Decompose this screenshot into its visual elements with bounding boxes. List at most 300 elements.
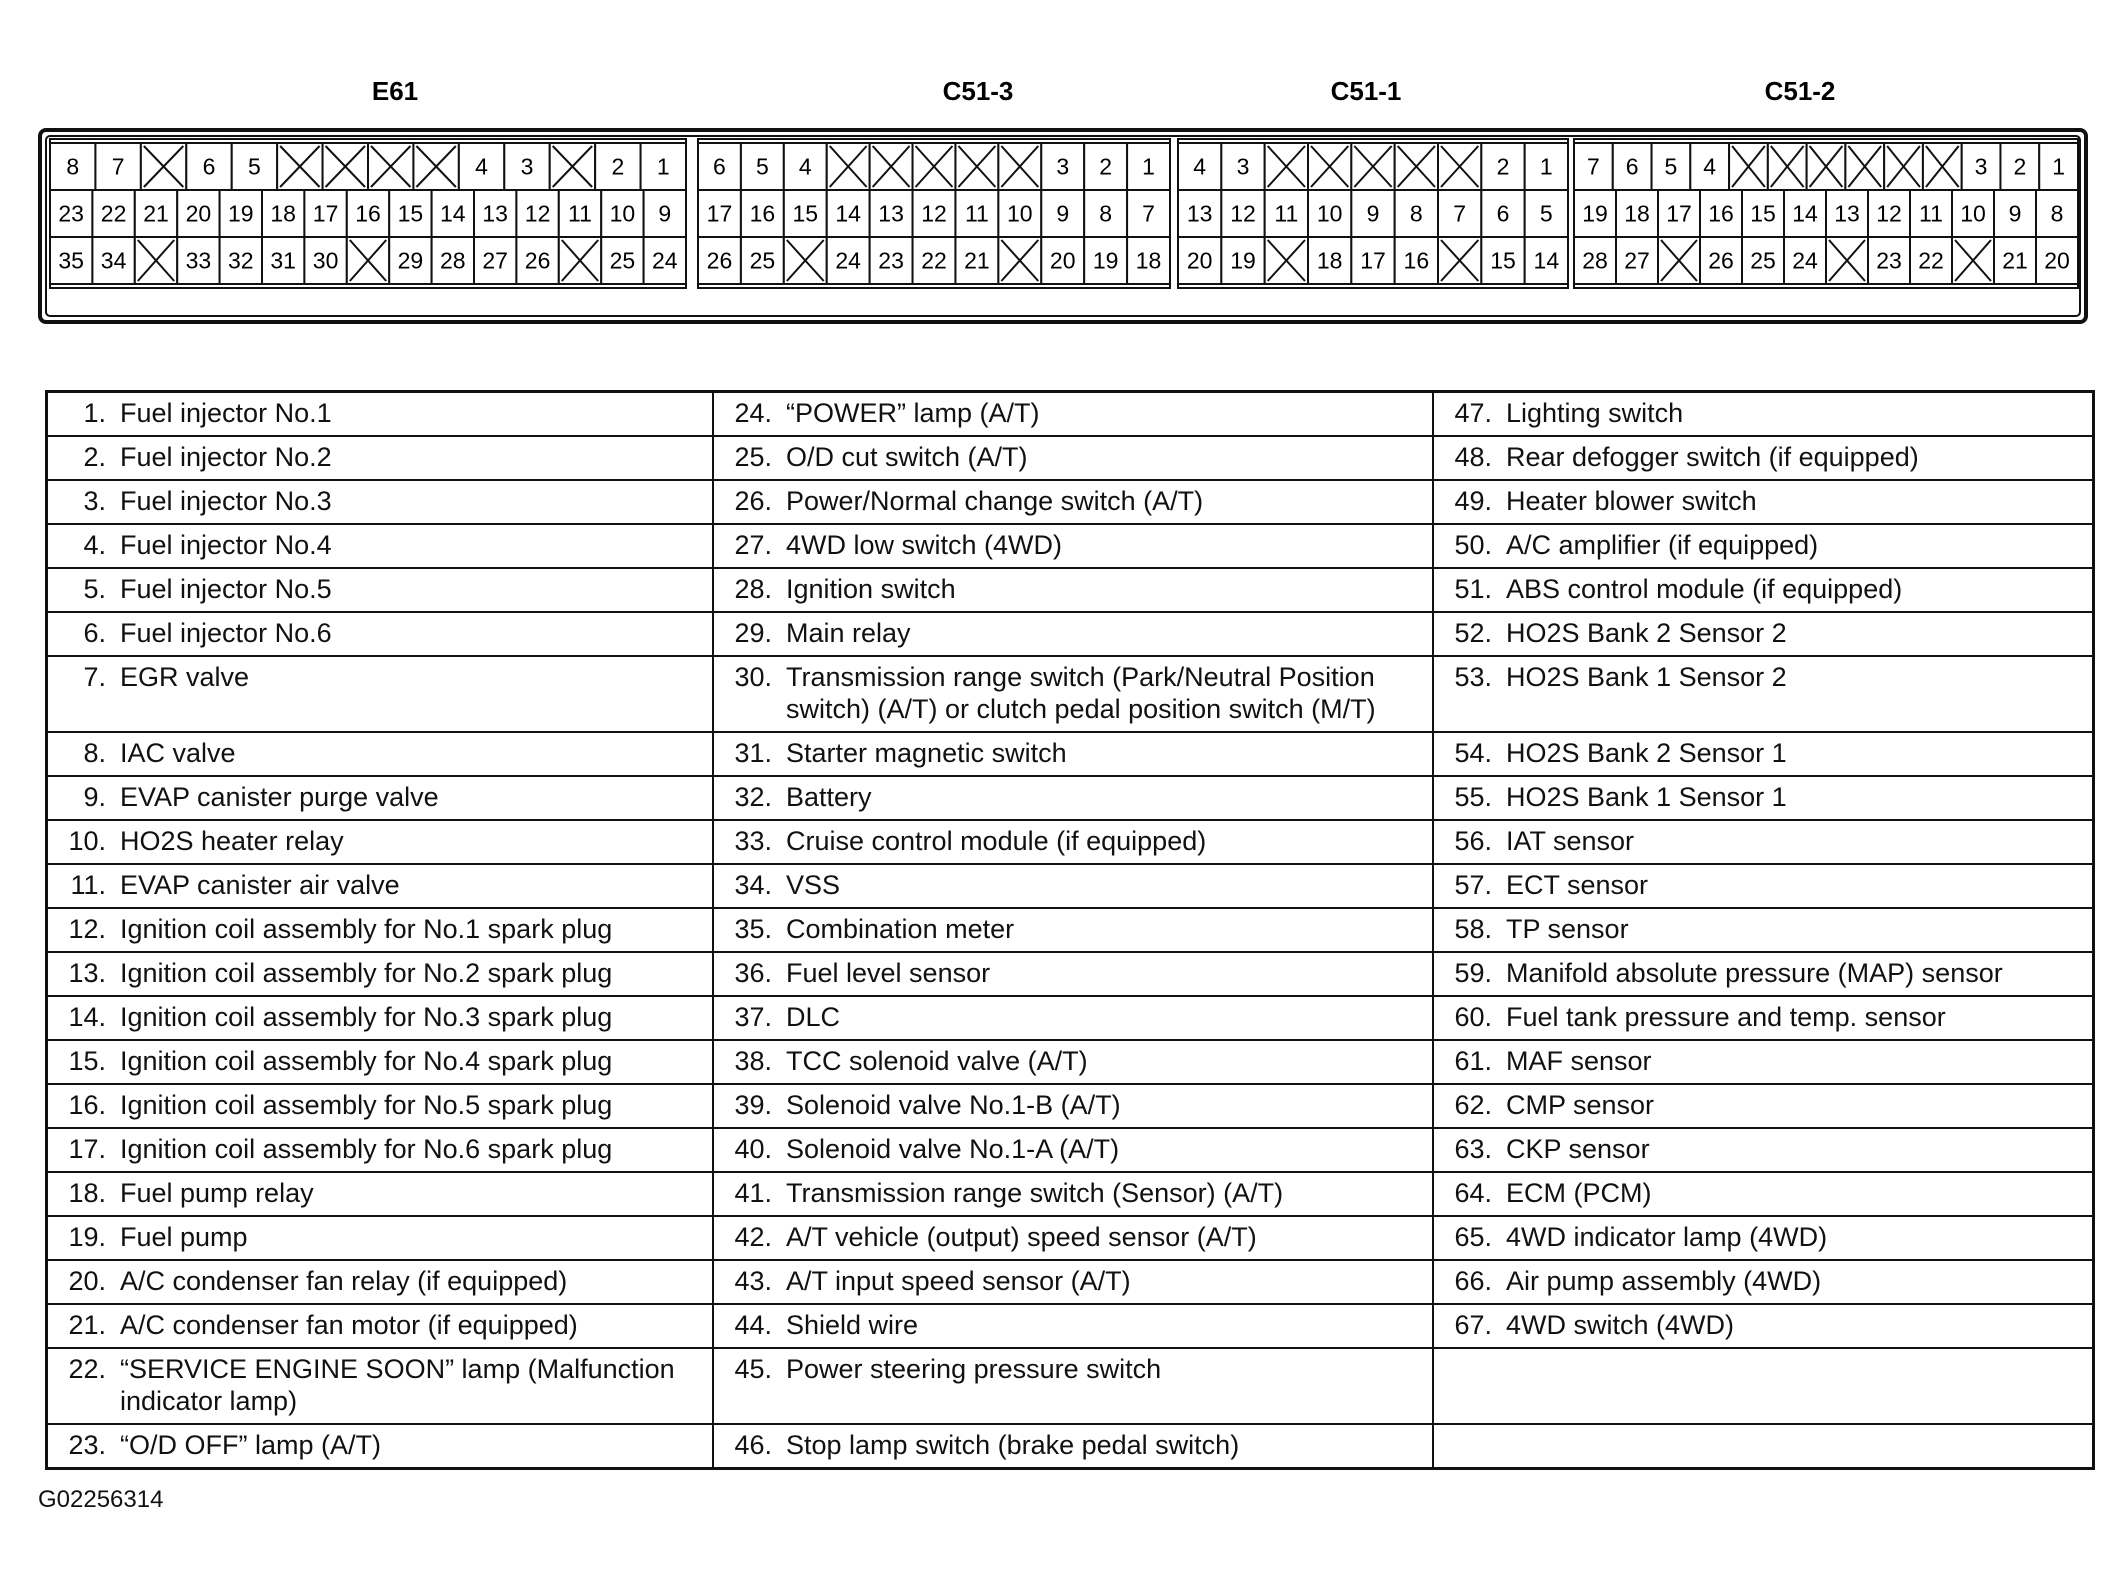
figure-id: G02256314: [38, 1486, 164, 1513]
pin-3: [1041, 143, 1084, 190]
pin-35: [50, 237, 92, 284]
unused-pin-cavity: [368, 143, 413, 190]
terminal-number: 64.: [1454, 1178, 1492, 1208]
terminal-description: EVAP canister purge valve: [120, 782, 439, 812]
legend-cell: [47, 1348, 714, 1424]
svg-text:7: 7: [1453, 200, 1467, 227]
pin-17: [304, 190, 346, 237]
terminal-number: 39.: [734, 1090, 772, 1120]
svg-text:2: 2: [611, 153, 625, 180]
terminal-description: Lighting switch: [1506, 398, 1684, 428]
terminal-number: 16.: [68, 1090, 106, 1120]
terminal-description: IAT sensor: [1506, 826, 1635, 856]
connector-e61: [50, 76, 686, 288]
legend-cell: [1433, 776, 2094, 820]
legend-cell: [1433, 996, 2094, 1040]
pin-15: [1742, 190, 1784, 237]
svg-text:6: 6: [1496, 200, 1510, 227]
legend-row: [47, 1260, 2094, 1304]
pin-24: [644, 237, 686, 284]
pin-28: [1574, 237, 1616, 284]
terminal-description: MAF sensor: [1506, 1046, 1652, 1076]
pin-5: [1652, 143, 1691, 190]
legend-cell: [1433, 1040, 2094, 1084]
pin-2: [2000, 143, 2039, 190]
terminal-number: 58.: [1454, 914, 1492, 944]
svg-text:1: 1: [1539, 153, 1553, 180]
svg-text:5: 5: [248, 153, 261, 180]
unused-pin-cavity: [1395, 143, 1438, 190]
pin-20: [177, 190, 219, 237]
svg-text:29: 29: [397, 247, 424, 274]
terminal-description: Fuel pump relay: [120, 1178, 314, 1208]
terminal-description: Main relay: [786, 618, 911, 648]
legend-cell: [47, 524, 714, 568]
unused-pin-cavity: [1923, 143, 1962, 190]
svg-text:12: 12: [1876, 200, 1902, 227]
terminal-number: 54.: [1454, 738, 1492, 768]
terminal-description: Fuel level sensor: [786, 958, 991, 988]
svg-text:13: 13: [482, 200, 508, 227]
legend-cell: [1433, 1424, 2094, 1469]
legend-cell: [1433, 656, 2094, 732]
legend-cell: [47, 1424, 714, 1469]
terminal-number: 47.: [1454, 398, 1492, 428]
terminal-description: 4WD switch (4WD): [1506, 1310, 1734, 1340]
legend-row: [47, 1172, 2094, 1216]
legend-cell: [1433, 1084, 2094, 1128]
terminal-description: CMP sensor: [1506, 1090, 1655, 1120]
svg-text:6: 6: [202, 153, 216, 180]
svg-text:13: 13: [878, 200, 904, 227]
pin-8: [2036, 190, 2078, 237]
legend-cell: [713, 480, 1433, 524]
legend-cell: [713, 820, 1433, 864]
svg-text:3: 3: [520, 153, 534, 180]
unused-pin-cavity: [323, 143, 368, 190]
terminal-number: 6.: [83, 618, 106, 648]
legend-row: [47, 1128, 2094, 1172]
pin-33: [177, 237, 219, 284]
pin-1: [1525, 143, 1568, 190]
unused-pin-cavity: [1308, 143, 1351, 190]
pin-8: [50, 143, 95, 190]
svg-text:21: 21: [2002, 247, 2028, 274]
legend-row: [47, 996, 2094, 1040]
pin-12: [516, 190, 558, 237]
terminal-description: IAC valve: [120, 738, 236, 768]
pin-11: [1910, 190, 1952, 237]
unused-pin-cavity: [1807, 143, 1846, 190]
pin-11: [955, 190, 998, 237]
connector-title: E61: [371, 76, 419, 106]
svg-text:2: 2: [1496, 153, 1510, 180]
svg-text:25: 25: [609, 247, 636, 274]
legend-row: [47, 480, 2094, 524]
svg-text:11: 11: [568, 200, 592, 227]
legend-cell: [1433, 820, 2094, 864]
legend-cell: [1433, 1304, 2094, 1348]
unused-pin-cavity: [1438, 143, 1481, 190]
pin-6: [1481, 190, 1524, 237]
terminal-number: 38.: [734, 1046, 772, 1076]
svg-text:4: 4: [1193, 153, 1207, 180]
legend-row: [47, 1084, 2094, 1128]
terminal-number: 35.: [734, 914, 772, 944]
terminal-number: 45.: [734, 1354, 772, 1384]
unused-pin-cavity: [550, 143, 595, 190]
terminal-number: 19.: [68, 1222, 106, 1252]
legend-cell: [47, 656, 714, 732]
svg-text:3: 3: [1236, 153, 1250, 180]
svg-text:11: 11: [1919, 200, 1943, 227]
svg-text:17: 17: [312, 200, 339, 227]
svg-text:6: 6: [713, 153, 726, 180]
terminal-number: 61.: [1454, 1046, 1492, 1076]
terminal-number: 44.: [734, 1310, 772, 1340]
terminal-description: Transmission range switch (Park/Neutral Position switch) (A/T) or clutch pedal position switch (M/T): [786, 662, 1376, 724]
pin-2: [1481, 143, 1524, 190]
unused-pin-cavity: [1729, 143, 1768, 190]
terminal-description: Air pump assembly (4WD): [1506, 1266, 1822, 1296]
svg-text:13: 13: [1834, 200, 1860, 227]
svg-text:18: 18: [1316, 247, 1343, 274]
terminal-number: 8.: [83, 738, 106, 768]
terminal-description: A/C condenser fan relay (if equipped): [120, 1266, 568, 1296]
legend-row: [47, 524, 2094, 568]
svg-text:15: 15: [1490, 247, 1516, 274]
pin-1: [641, 143, 686, 190]
legend-row: [47, 908, 2094, 952]
legend-cell: [713, 908, 1433, 952]
terminal-number: 62.: [1454, 1090, 1492, 1120]
pin-14: [827, 190, 870, 237]
terminal-description: HO2S heater relay: [120, 826, 344, 856]
svg-text:12: 12: [1230, 200, 1256, 227]
terminal-number: 3.: [83, 486, 106, 516]
svg-text:12: 12: [921, 200, 947, 227]
legend-cell: [47, 392, 714, 437]
legend-cell: [1433, 864, 2094, 908]
terminal-description: A/C condenser fan motor (if equipped): [120, 1310, 578, 1340]
svg-text:4: 4: [475, 153, 488, 180]
svg-text:17: 17: [1360, 247, 1386, 274]
svg-text:16: 16: [749, 200, 776, 227]
legend-cell: [713, 656, 1433, 732]
svg-text:4: 4: [1703, 153, 1717, 180]
pin-21: [1994, 237, 2036, 284]
svg-text:5: 5: [755, 153, 769, 180]
svg-text:24: 24: [1792, 247, 1818, 274]
svg-text:13: 13: [1186, 200, 1213, 227]
legend-cell: [713, 996, 1433, 1040]
svg-text:11: 11: [1274, 200, 1299, 227]
svg-text:25: 25: [1750, 247, 1776, 274]
legend-cell: [713, 1424, 1433, 1469]
svg-text:4: 4: [798, 153, 812, 180]
legend-cell: [1433, 568, 2094, 612]
pin-16: [741, 190, 784, 237]
pin-7: [95, 143, 140, 190]
pin-5: [232, 143, 277, 190]
pin-29: [389, 237, 431, 284]
terminal-description: 4WD low switch (4WD): [786, 530, 1063, 560]
pin-23: [870, 237, 913, 284]
legend-cell: [713, 776, 1433, 820]
legend-cell: [713, 952, 1433, 996]
svg-text:1: 1: [1142, 153, 1155, 180]
svg-text:24: 24: [835, 247, 861, 274]
unused-pin-cavity: [913, 143, 956, 190]
legend-cell: [47, 996, 714, 1040]
terminal-number: 10.: [68, 826, 106, 856]
terminal-number: 56.: [1454, 826, 1492, 856]
pin-25: [601, 237, 643, 284]
pin-23: [50, 190, 92, 237]
svg-text:22: 22: [100, 200, 127, 227]
pin-9: [1994, 190, 2036, 237]
legend-cell: [713, 1348, 1433, 1424]
pin-10: [1952, 190, 1994, 237]
legend-cell: [47, 1084, 714, 1128]
svg-text:26: 26: [524, 247, 551, 274]
pin-17: [1658, 190, 1700, 237]
pin-7: [1574, 143, 1613, 190]
svg-text:12: 12: [524, 200, 551, 227]
legend-row: [47, 612, 2094, 656]
svg-text:33: 33: [185, 247, 212, 274]
svg-text:18: 18: [270, 200, 296, 227]
pin-6: [698, 143, 741, 190]
legend-cell: [47, 1260, 714, 1304]
svg-text:5: 5: [1664, 153, 1678, 180]
pin-4: [784, 143, 827, 190]
svg-text:23: 23: [1876, 247, 1902, 274]
terminal-number: 36.: [734, 958, 772, 988]
legend-row: [47, 1424, 2094, 1469]
terminal-description: Heater blower switch: [1506, 486, 1757, 516]
terminal-description: Ignition switch: [786, 574, 956, 604]
legend-cell: [1433, 1172, 2094, 1216]
svg-text:16: 16: [355, 200, 381, 227]
pin-16: [1395, 237, 1438, 284]
legend-cell: [713, 568, 1433, 612]
terminal-number: 55.: [1454, 782, 1492, 812]
pin-13: [474, 190, 516, 237]
legend-cell: [1433, 612, 2094, 656]
pin-30: [304, 237, 346, 284]
svg-text:20: 20: [2044, 247, 2070, 274]
terminal-description: Rear defogger switch (if equipped): [1506, 442, 1919, 472]
pin-6: [1613, 143, 1652, 190]
svg-text:27: 27: [1624, 247, 1650, 274]
legend-cell: [1433, 1348, 2094, 1424]
pin-31: [262, 237, 304, 284]
terminal-number: 24.: [734, 398, 772, 428]
legend-cell: [47, 568, 714, 612]
pin-27: [474, 237, 516, 284]
legend-row: [47, 436, 2094, 480]
terminal-description: HO2S Bank 2 Sensor 1: [1506, 738, 1787, 768]
pin-4: [1178, 143, 1221, 190]
svg-text:16: 16: [1403, 247, 1430, 274]
svg-text:9: 9: [1056, 200, 1070, 227]
terminal-description: “O/D OFF” lamp (A/T): [120, 1430, 381, 1460]
svg-text:3: 3: [1056, 153, 1070, 180]
legend-row: [47, 1348, 2094, 1424]
pin-9: [644, 190, 686, 237]
terminal-number: 52.: [1454, 618, 1492, 648]
pin-1: [2039, 143, 2078, 190]
terminal-description: Ignition coil assembly for No.5 spark plug: [120, 1090, 613, 1120]
terminal-number: 28.: [734, 574, 772, 604]
pin-13: [870, 190, 913, 237]
svg-text:14: 14: [440, 200, 466, 227]
pin-5: [741, 143, 784, 190]
svg-text:10: 10: [1960, 200, 1986, 227]
pin-25: [741, 237, 784, 284]
legend-cell: [1433, 436, 2094, 480]
terminal-number: 26.: [734, 486, 772, 516]
terminal-number: 32.: [734, 782, 772, 812]
pin-3: [1962, 143, 2001, 190]
pin-11: [1265, 190, 1308, 237]
terminal-number: 65.: [1454, 1222, 1492, 1252]
svg-text:8: 8: [66, 153, 80, 180]
terminal-number: 17.: [68, 1134, 106, 1164]
terminal-number: 30.: [734, 662, 772, 692]
terminal-description: A/T input speed sensor (A/T): [786, 1266, 1131, 1296]
legend-cell: [713, 1040, 1433, 1084]
pin-19: [220, 190, 262, 237]
svg-text:1: 1: [2052, 153, 2066, 180]
terminal-description: Ignition coil assembly for No.2 spark plug: [120, 958, 613, 988]
terminal-number: 4.: [83, 530, 106, 560]
connector-title: C51-3: [942, 76, 1014, 106]
legend-row: [47, 656, 2094, 732]
svg-text:10: 10: [1316, 200, 1343, 227]
legend-cell: [47, 732, 714, 776]
pin-12: [1868, 190, 1910, 237]
terminal-number: 67.: [1454, 1310, 1492, 1340]
connector-c51-3: [698, 76, 1170, 288]
terminal-number: 51.: [1454, 574, 1492, 604]
legend-row: [47, 568, 2094, 612]
pin-19: [1574, 190, 1616, 237]
pin-14: [432, 190, 474, 237]
pin-5: [1525, 190, 1568, 237]
terminal-number: 41.: [734, 1178, 772, 1208]
svg-text:15: 15: [792, 200, 819, 227]
pin-15: [784, 190, 827, 237]
svg-text:19: 19: [1582, 200, 1608, 227]
legend-cell: [1433, 1216, 2094, 1260]
svg-text:1: 1: [656, 153, 670, 180]
legend-cell: [1433, 480, 2094, 524]
pin-15: [1481, 237, 1524, 284]
unused-pin-cavity: [998, 143, 1041, 190]
svg-text:22: 22: [921, 247, 947, 274]
legend-cell: [1433, 524, 2094, 568]
terminal-description: Solenoid valve No.1-B (A/T): [786, 1090, 1121, 1120]
legend-cell: [1433, 392, 2094, 437]
terminal-number: 11.: [70, 870, 106, 900]
pin-14: [1784, 190, 1826, 237]
svg-text:22: 22: [1918, 247, 1944, 274]
svg-text:19: 19: [1230, 247, 1256, 274]
pin-9: [1041, 190, 1084, 237]
svg-text:9: 9: [2008, 200, 2022, 227]
legend-cell: [47, 436, 714, 480]
terminal-number: 14.: [68, 1002, 106, 1032]
svg-text:31: 31: [270, 247, 296, 274]
pin-27: [1616, 237, 1658, 284]
svg-text:20: 20: [1049, 247, 1076, 274]
svg-text:10: 10: [609, 200, 636, 227]
legend-cell: [713, 612, 1433, 656]
legend-cell: [713, 1172, 1433, 1216]
legend-cell: [713, 864, 1433, 908]
legend-cell: [47, 864, 714, 908]
unused-pin-cavity: [998, 237, 1041, 284]
terminal-description: Fuel injector No.3: [120, 486, 332, 516]
svg-text:10: 10: [1007, 200, 1033, 227]
unused-pin-cavity: [1952, 237, 1994, 284]
unused-pin-cavity: [1845, 143, 1884, 190]
svg-text:20: 20: [1186, 247, 1213, 274]
terminal-number: 60.: [1454, 1002, 1492, 1032]
unused-pin-cavity: [277, 143, 322, 190]
legend-cell: [1433, 908, 2094, 952]
svg-text:17: 17: [1666, 200, 1692, 227]
terminal-number: 59.: [1454, 958, 1492, 988]
legend-cell: [713, 1128, 1433, 1172]
legend-cell: [1433, 1128, 2094, 1172]
svg-text:16: 16: [1708, 200, 1734, 227]
terminal-description: VSS: [786, 870, 841, 900]
pin-22: [92, 190, 134, 237]
legend-cell: [713, 732, 1433, 776]
unused-pin-cavity: [1826, 237, 1868, 284]
pin-23: [1868, 237, 1910, 284]
connector-c51-1: [1178, 76, 1568, 288]
terminal-description: HO2S Bank 1 Sensor 2: [1506, 662, 1787, 692]
pin-20: [1178, 237, 1221, 284]
pin-7: [1127, 190, 1170, 237]
terminal-number: 34.: [734, 870, 772, 900]
pin-20: [1041, 237, 1084, 284]
legend-row: [47, 820, 2094, 864]
pin-26: [698, 237, 741, 284]
svg-text:26: 26: [706, 247, 733, 274]
terminal-description: Fuel injector No.4: [120, 530, 332, 560]
svg-text:23: 23: [878, 247, 904, 274]
terminal-number: 37.: [734, 1002, 772, 1032]
terminal-description: Fuel injector No.1: [120, 398, 332, 428]
terminal-description: Fuel injector No.5: [120, 574, 332, 604]
terminal-description: Cruise control module (if equipped): [786, 826, 1207, 856]
terminal-number: 57.: [1454, 870, 1492, 900]
terminal-number: 5.: [83, 574, 106, 604]
terminal-description: Fuel tank pressure and temp. sensor: [1506, 1002, 1946, 1032]
unused-pin-cavity: [347, 237, 389, 284]
svg-text:30: 30: [312, 247, 339, 274]
legend-cell: [1433, 1260, 2094, 1304]
svg-text:27: 27: [482, 247, 508, 274]
terminal-description: Ignition coil assembly for No.3 spark plug: [120, 1002, 613, 1032]
unused-pin-cavity: [1265, 237, 1308, 284]
legend-row: [47, 776, 2094, 820]
